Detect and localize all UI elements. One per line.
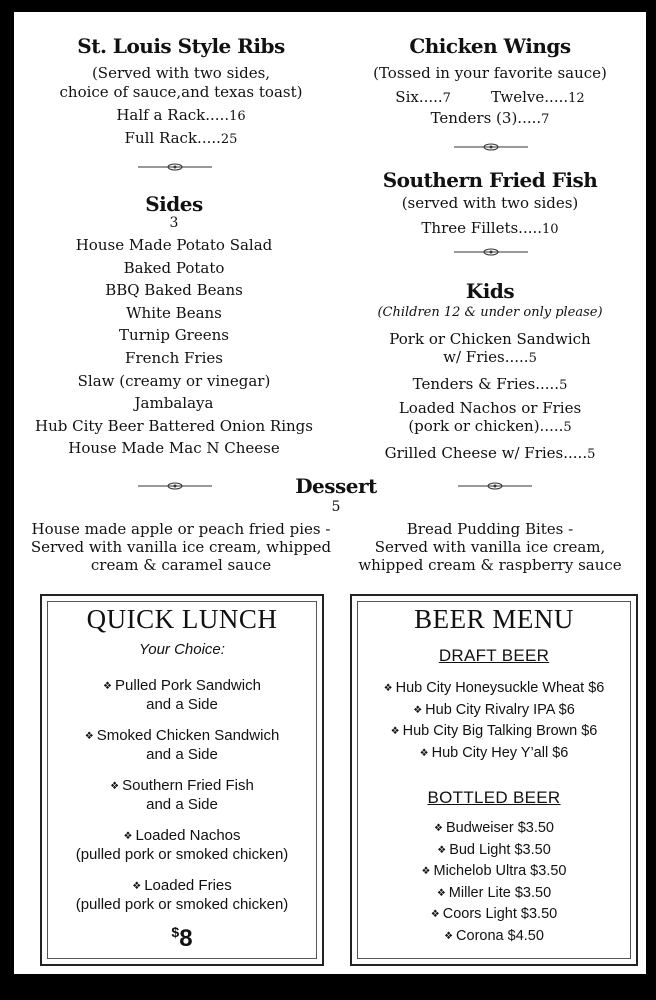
list-item: ❖ Hub City Hey Y’all $6 — [419, 744, 569, 761]
ribs-full-rack: Full Rack.....25 — [124, 129, 238, 147]
dessert-title: Dessert — [295, 474, 377, 498]
list-item: Slaw (creamy or vinegar) — [77, 371, 271, 390]
list-item: House Made Mac N Cheese — [68, 439, 280, 458]
list-item: BBQ Baked Beans — [105, 281, 243, 300]
kids-note: (Children 12 & under only please) — [377, 305, 603, 320]
fish-description: (served with two sides) — [401, 194, 579, 212]
list-item: ❖ Smoked Chicken Sandwich and a Side — [84, 727, 280, 763]
list-item: ❖ Southern Fried Fish and a Side — [110, 777, 254, 813]
draft-beer-list — [352, 678, 636, 764]
list-item: ❖ Loaded Fries (pulled pork or smoked chicken) — [75, 877, 289, 913]
ornament-divider — [454, 248, 528, 256]
kids-item-2: Tenders & Fries.....5 — [412, 375, 568, 393]
kids-item-1: Pork or Chicken Sandwich w/ Fries.....5 — [389, 330, 591, 366]
wings-tenders: Tenders (3).....7 — [430, 109, 550, 127]
beer-menu-title: BEER MENU — [414, 604, 574, 634]
list-item: ❖ Hub City Rivalry IPA $6 — [413, 701, 575, 718]
quick-lunch-box — [40, 594, 324, 966]
list-item: Jambalaya — [134, 394, 214, 413]
sides-list — [14, 236, 334, 462]
sides-price: 3 — [169, 215, 179, 231]
list-item: ❖ Loaded Nachos (pulled pork or smoked chicken) — [75, 827, 289, 863]
quick-lunch-title: QUICK LUNCH — [86, 604, 278, 634]
list-item: ❖ Coors Light $3.50 — [430, 906, 558, 922]
draft-beer-heading: DRAFT BEER — [438, 646, 550, 665]
list-item: ❖ Pulled Pork Sandwich and a Side — [103, 677, 261, 713]
list-item: House Made Potato Salad — [75, 236, 273, 254]
fish-item: Three Fillets.....10 — [421, 219, 559, 237]
ornament-divider — [454, 143, 528, 151]
list-item: ❖ Corona $4.50 — [444, 927, 544, 944]
list-item: ❖ Budweiser $3.50 — [434, 820, 554, 836]
sides-title: Sides — [145, 192, 203, 216]
ornament-divider — [138, 482, 212, 490]
list-item: French Fries — [125, 348, 223, 367]
fish-title: Southern Fried Fish — [382, 168, 598, 192]
ribs-description: (Served with two sides, choice of sauce,and texas toast) — [59, 64, 303, 101]
list-item: Turnip Greens — [119, 326, 229, 345]
bottled-beer-list — [352, 818, 636, 947]
wings-description: (Tossed in your favorite sauce) — [373, 64, 607, 82]
menu-page — [14, 12, 646, 974]
list-item: ❖ Hub City Big Talking Brown $6 — [390, 723, 598, 739]
beer-menu-box — [350, 594, 638, 966]
ribs-title: St. Louis Style Ribs — [77, 34, 285, 58]
kids-item-4: Grilled Cheese w/ Fries.....5 — [384, 444, 596, 462]
dessert-price: 5 — [331, 499, 341, 515]
wings-counts: Six.....7 Twelve.....12 — [395, 88, 585, 106]
list-item: Baked Potato — [123, 258, 225, 277]
ornament-divider — [138, 163, 212, 171]
ornament-divider — [458, 482, 532, 490]
bottled-beer-heading: BOTTLED BEER — [427, 788, 561, 807]
list-item: ❖ Miller Lite $3.50 — [436, 884, 552, 901]
ribs-half-rack: Half a Rack.....16 — [116, 106, 246, 124]
wings-title: Chicken Wings — [409, 34, 571, 58]
dessert-fried-pies: House made apple or peach fried pies - Served with vanilla ice cream, whipped cream & caramel sauce — [30, 520, 332, 574]
list-item: ❖ Bud Light $3.50 — [437, 841, 551, 858]
list-item: Hub City Beer Battered Onion Rings — [35, 416, 313, 435]
quick-lunch-price: $8 — [171, 924, 193, 952]
quick-lunch-subtitle: Your Choice: — [139, 641, 225, 658]
list-item: White Beans — [126, 303, 222, 322]
dessert-bread-pudding: Bread Pudding Bites - Served with vanilla ice cream, whipped cream & raspberry sauce — [358, 520, 622, 574]
kids-item-3: Loaded Nachos or Fries (pork or chicken).....5 — [398, 399, 582, 435]
kids-title: Kids — [465, 279, 515, 303]
list-item: ❖ Hub City Honeysuckle Wheat $6 — [383, 680, 605, 696]
list-item: ❖ Michelob Ultra $3.50 — [421, 863, 567, 879]
